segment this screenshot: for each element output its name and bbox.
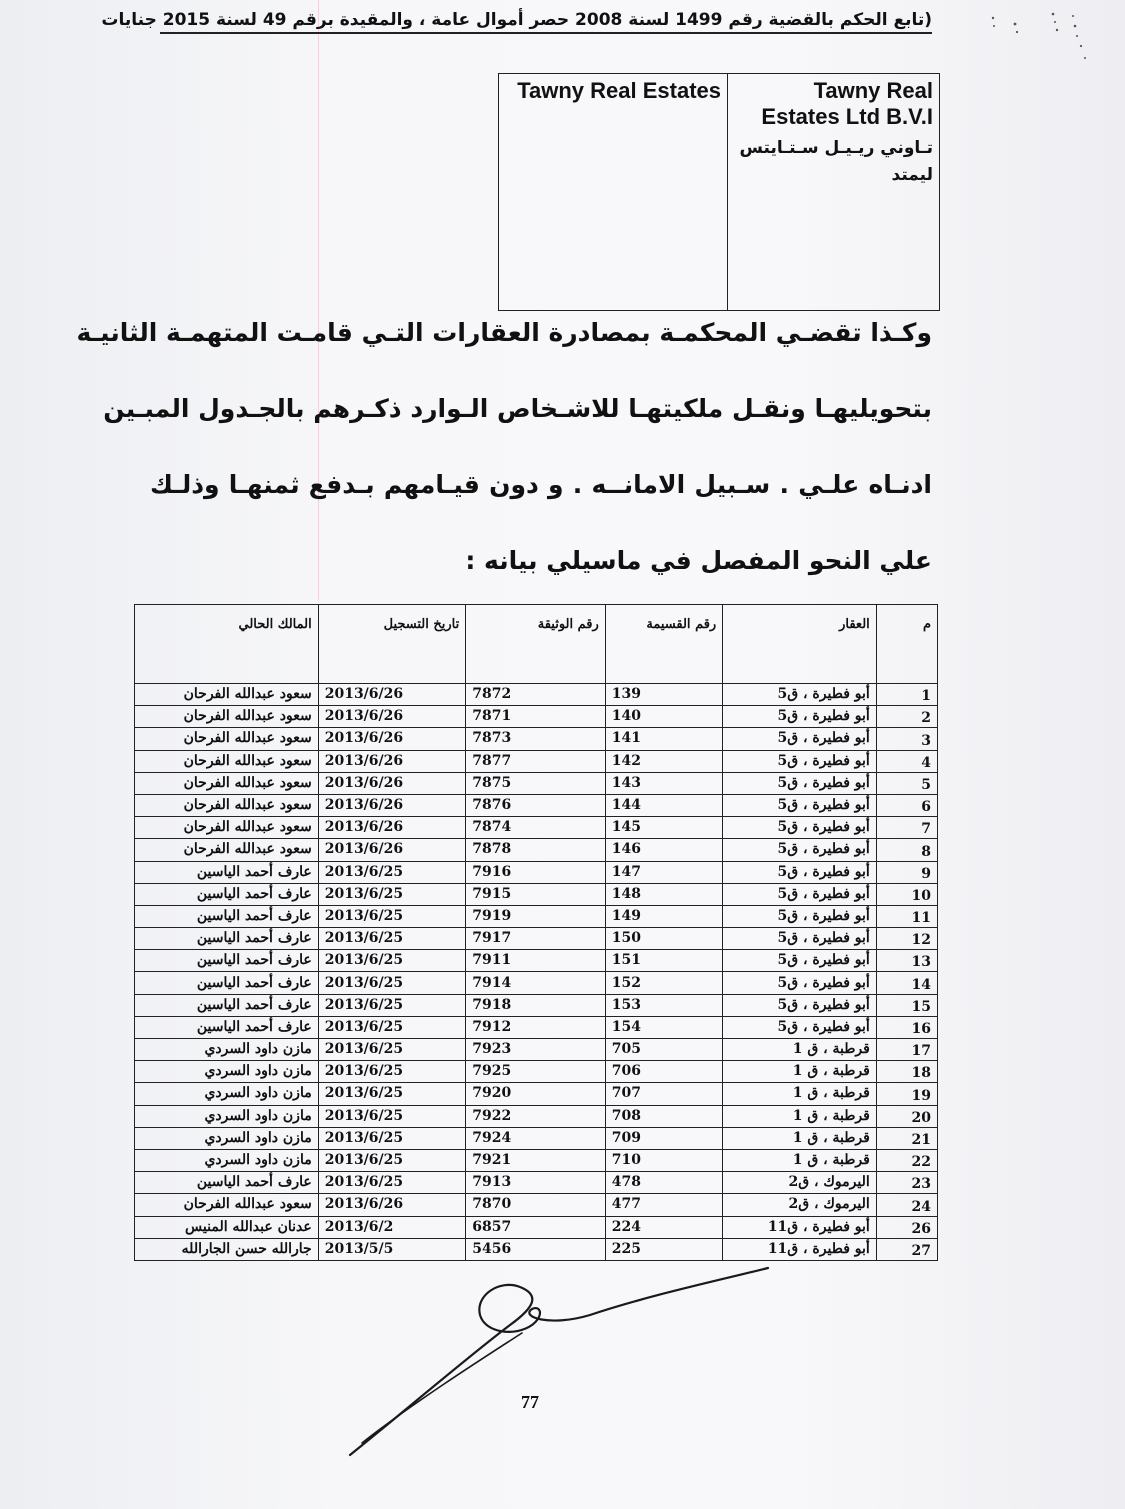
cell-index: 14	[876, 972, 937, 994]
cell-plot-no: 153	[605, 994, 722, 1016]
cell-current-owner: عارف أحمد الياسين	[135, 883, 319, 905]
table-header-row	[135, 605, 938, 684]
cell-plot-no: 152	[605, 972, 722, 994]
cell-registration-date: 2013/6/25	[318, 1083, 466, 1105]
cell-document-no: 7871	[466, 706, 606, 728]
table-row	[135, 817, 938, 839]
cell-document-no: 7920	[466, 1083, 606, 1105]
cell-plot-no: 707	[605, 1083, 722, 1105]
company-names-box	[498, 73, 940, 311]
cell-index: 23	[876, 1172, 937, 1194]
table-row	[135, 1039, 938, 1061]
cell-plot-no: 140	[605, 706, 722, 728]
cell-property: أبو فطيرة ، ق5	[723, 1016, 877, 1038]
cell-index: 20	[876, 1105, 937, 1127]
cell-property: أبو فطيرة ، ق5	[723, 861, 877, 883]
cell-index: 21	[876, 1127, 937, 1149]
cell-current-owner: مازن داود السردي	[135, 1127, 319, 1149]
cell-current-owner: جارالله حسن الجارالله	[135, 1238, 319, 1260]
cell-current-owner: عارف أحمد الياسين	[135, 905, 319, 927]
cell-current-owner: سعود عبدالله الفرحان	[135, 706, 319, 728]
cell-document-no: 7914	[466, 972, 606, 994]
cell-index: 4	[876, 750, 937, 772]
cell-property: أبو فطيرة ، ق5	[723, 994, 877, 1016]
page-number: 77	[521, 1392, 539, 1412]
cell-index: 19	[876, 1083, 937, 1105]
cell-property: أبو فطيرة ، ق5	[723, 972, 877, 994]
cell-document-no: 7912	[466, 1016, 606, 1038]
cell-document-no: 7917	[466, 928, 606, 950]
cell-property: أبو فطيرة ، ق5	[723, 794, 877, 816]
cell-current-owner: سعود عبدالله الفرحان	[135, 728, 319, 750]
cell-plot-no: 139	[605, 684, 722, 706]
cell-plot-no: 224	[605, 1216, 722, 1238]
cell-registration-date: 2013/6/25	[318, 950, 466, 972]
scan-specks-icon	[985, 6, 1095, 66]
cell-registration-date: 2013/6/26	[318, 706, 466, 728]
cell-document-no: 7875	[466, 772, 606, 794]
table-row	[135, 972, 938, 994]
signature-icon	[340, 1265, 780, 1465]
cell-index: 26	[876, 1216, 937, 1238]
cell-registration-date: 2013/5/5	[318, 1238, 466, 1260]
cell-index: 11	[876, 905, 937, 927]
cell-document-no: 7923	[466, 1039, 606, 1061]
table-row	[135, 706, 938, 728]
table-row	[135, 794, 938, 816]
table-row	[135, 1105, 938, 1127]
cell-current-owner: سعود عبدالله الفرحان	[135, 772, 319, 794]
cell-current-owner: سعود عبدالله الفرحان	[135, 1194, 319, 1216]
cell-document-no: 7872	[466, 684, 606, 706]
cell-index: 13	[876, 950, 937, 972]
cell-property: أبو فطيرة ، ق5	[723, 950, 877, 972]
cell-registration-date: 2013/6/25	[318, 905, 466, 927]
cell-property: أبو فطيرة ، ق5	[723, 928, 877, 950]
table-row	[135, 1194, 938, 1216]
table-row	[135, 905, 938, 927]
header-document-no: رقم الوثيقة	[466, 605, 606, 684]
cell-registration-date: 2013/6/25	[318, 861, 466, 883]
ruling-text-line-4: علي النحو المفصل في ماسيلي بيانه :	[465, 546, 932, 575]
cell-property: أبو فطيرة ، ق5	[723, 883, 877, 905]
table-row	[135, 1061, 938, 1083]
cell-index: 27	[876, 1238, 937, 1260]
cell-registration-date: 2013/6/26	[318, 794, 466, 816]
cell-plot-no: 477	[605, 1194, 722, 1216]
cell-index: 7	[876, 817, 937, 839]
cell-plot-no: 146	[605, 839, 722, 861]
cell-plot-no: 144	[605, 794, 722, 816]
cell-index: 2	[876, 706, 937, 728]
cell-index: 18	[876, 1061, 937, 1083]
cell-index: 15	[876, 994, 937, 1016]
cell-index: 5	[876, 772, 937, 794]
header-registration-date: تاريخ التسجيل	[318, 605, 466, 684]
cell-registration-date: 2013/6/26	[318, 839, 466, 861]
cell-current-owner: سعود عبدالله الفرحان	[135, 750, 319, 772]
cell-property: أبو فطيرة ، ق5	[723, 905, 877, 927]
cell-current-owner: مازن داود السردي	[135, 1039, 319, 1061]
cell-current-owner: عارف أحمد الياسين	[135, 861, 319, 883]
cell-current-owner: مازن داود السردي	[135, 1149, 319, 1171]
cell-property: أبو فطيرة ، ق5	[723, 728, 877, 750]
cell-current-owner: عارف أحمد الياسين	[135, 972, 319, 994]
cell-index: 9	[876, 861, 937, 883]
cell-document-no: 7913	[466, 1172, 606, 1194]
cell-index: 1	[876, 684, 937, 706]
cell-registration-date: 2013/6/26	[318, 684, 466, 706]
company-cell-full	[727, 74, 939, 310]
cell-registration-date: 2013/6/25	[318, 1105, 466, 1127]
cell-property: أبو فطيرة ، ق11	[723, 1216, 877, 1238]
table-row	[135, 950, 938, 972]
cell-document-no: 7915	[466, 883, 606, 905]
cell-current-owner: عدنان عبدالله المنيس	[135, 1216, 319, 1238]
cell-current-owner: عارف أحمد الياسين	[135, 950, 319, 972]
cell-index: 8	[876, 839, 937, 861]
cell-registration-date: 2013/6/25	[318, 1016, 466, 1038]
cell-plot-no: 147	[605, 861, 722, 883]
cell-registration-date: 2013/6/25	[318, 1149, 466, 1171]
cell-current-owner: عارف أحمد الياسين	[135, 928, 319, 950]
table-row	[135, 928, 938, 950]
cell-current-owner: مازن داود السردي	[135, 1061, 319, 1083]
cell-document-no: 7916	[466, 861, 606, 883]
cell-plot-no: 142	[605, 750, 722, 772]
cell-property: أبو فطيرة ، ق5	[723, 750, 877, 772]
cell-registration-date: 2013/6/25	[318, 883, 466, 905]
cell-property: قرطبة ، ق 1	[723, 1105, 877, 1127]
cell-document-no: 7911	[466, 950, 606, 972]
cell-property: اليرموك ، ق2	[723, 1194, 877, 1216]
cell-index: 24	[876, 1194, 937, 1216]
cell-registration-date: 2013/6/26	[318, 728, 466, 750]
cell-plot-no: 710	[605, 1149, 722, 1171]
cell-current-owner: سعود عبدالله الفرحان	[135, 839, 319, 861]
cell-property: أبو فطيرة ، ق5	[723, 839, 877, 861]
cell-registration-date: 2013/6/25	[318, 928, 466, 950]
header-index: م	[876, 605, 937, 684]
cell-property: أبو فطيرة ، ق5	[723, 772, 877, 794]
cell-plot-no: 143	[605, 772, 722, 794]
cell-plot-no: 708	[605, 1105, 722, 1127]
table-row	[135, 684, 938, 706]
cell-document-no: 7873	[466, 728, 606, 750]
cell-plot-no: 154	[605, 1016, 722, 1038]
company-english-name: Tawny Real Estates Ltd B.V.I	[761, 78, 933, 130]
cell-registration-date: 2013/6/26	[318, 750, 466, 772]
cell-property: أبو فطيرة ، ق5	[723, 706, 877, 728]
cell-current-owner: مازن داود السردي	[135, 1105, 319, 1127]
cell-index: 3	[876, 728, 937, 750]
table-row	[135, 1127, 938, 1149]
ruling-text-line-2: بتحويليهـا ونقـل ملكيتهـا للاشـخاص الـوارد ذكـرهم بالجـدول المبـين	[103, 394, 932, 423]
cell-registration-date: 2013/6/25	[318, 1172, 466, 1194]
table-row	[135, 861, 938, 883]
cell-registration-date: 2013/6/26	[318, 772, 466, 794]
cell-registration-date: 2013/6/25	[318, 972, 466, 994]
table-row	[135, 883, 938, 905]
cell-plot-no: 478	[605, 1172, 722, 1194]
table-row	[135, 750, 938, 772]
cell-document-no: 7878	[466, 839, 606, 861]
company-arabic-name: تـاوني ريـيـل سـتـايتس ليمتد	[739, 137, 933, 185]
cell-document-no: 7925	[466, 1061, 606, 1083]
case-header: (تابع الحكم بالقضية رقم 1499 لسنة 2008 حصر أموال عامة ، والمقيدة برقم 49 لسنة 2015 جنايات	[160, 10, 932, 34]
cell-document-no: 7870	[466, 1194, 606, 1216]
cell-plot-no: 145	[605, 817, 722, 839]
cell-plot-no: 149	[605, 905, 722, 927]
table-row	[135, 772, 938, 794]
cell-current-owner: مازن داود السردي	[135, 1083, 319, 1105]
table-body	[135, 684, 938, 1261]
ruling-text-line-3: ادنـاه علـي . سـبيل الامانــه . و دون قيـامهم بـدفع ثمنهـا وذلـك	[150, 470, 932, 499]
cell-index: 16	[876, 1016, 937, 1038]
cell-registration-date: 2013/6/25	[318, 1061, 466, 1083]
cell-current-owner: عارف أحمد الياسين	[135, 994, 319, 1016]
cell-document-no: 7918	[466, 994, 606, 1016]
cell-registration-date: 2013/6/25	[318, 994, 466, 1016]
cell-document-no: 7919	[466, 905, 606, 927]
cell-plot-no: 148	[605, 883, 722, 905]
cell-property: أبو فطيرة ، ق11	[723, 1238, 877, 1260]
cell-index: 10	[876, 883, 937, 905]
cell-plot-no: 225	[605, 1238, 722, 1260]
ruling-text-line-1: وكـذا تقضـي المحكمـة بمصادرة العقارات التـي قامـت المتهمـة الثانيـة	[76, 318, 932, 347]
cell-registration-date: 2013/6/25	[318, 1039, 466, 1061]
table-row	[135, 728, 938, 750]
cell-index: 22	[876, 1149, 937, 1171]
cell-document-no: 7921	[466, 1149, 606, 1171]
cell-plot-no: 151	[605, 950, 722, 972]
cell-document-no: 7922	[466, 1105, 606, 1127]
cell-registration-date: 2013/6/25	[318, 1127, 466, 1149]
header-plot-no: رقم القسيمة	[605, 605, 722, 684]
properties-table	[134, 604, 938, 1261]
cell-plot-no: 709	[605, 1127, 722, 1149]
cell-registration-date: 2013/6/26	[318, 1194, 466, 1216]
cell-index: 6	[876, 794, 937, 816]
cell-document-no: 7877	[466, 750, 606, 772]
table-row	[135, 1238, 938, 1260]
table-row	[135, 1172, 938, 1194]
cell-property: اليرموك ، ق2	[723, 1172, 877, 1194]
cell-property: قرطبة ، ق 1	[723, 1061, 877, 1083]
table-row	[135, 1016, 938, 1038]
company-cell-short	[499, 74, 727, 310]
cell-document-no: 7924	[466, 1127, 606, 1149]
cell-plot-no: 141	[605, 728, 722, 750]
header-current-owner: المالك الحالي	[135, 605, 319, 684]
cell-property: قرطبة ، ق 1	[723, 1127, 877, 1149]
cell-plot-no: 706	[605, 1061, 722, 1083]
cell-document-no: 7876	[466, 794, 606, 816]
cell-index: 12	[876, 928, 937, 950]
company-short-name: Tawny Real Estates	[517, 78, 721, 103]
cell-document-no: 6857	[466, 1216, 606, 1238]
cell-property: أبو فطيرة ، ق5	[723, 684, 877, 706]
cell-property: أبو فطيرة ، ق5	[723, 817, 877, 839]
cell-current-owner: عارف أحمد الياسين	[135, 1172, 319, 1194]
cell-current-owner: سعود عبدالله الفرحان	[135, 794, 319, 816]
cell-index: 17	[876, 1039, 937, 1061]
cell-current-owner: سعود عبدالله الفرحان	[135, 684, 319, 706]
cell-plot-no: 150	[605, 928, 722, 950]
cell-property: قرطبة ، ق 1	[723, 1149, 877, 1171]
cell-document-no: 5456	[466, 1238, 606, 1260]
cell-document-no: 7874	[466, 817, 606, 839]
cell-current-owner: سعود عبدالله الفرحان	[135, 817, 319, 839]
cell-registration-date: 2013/6/26	[318, 817, 466, 839]
cell-registration-date: 2013/6/2	[318, 1216, 466, 1238]
table-row	[135, 839, 938, 861]
cell-property: قرطبة ، ق 1	[723, 1083, 877, 1105]
margin-line	[318, 0, 319, 600]
header-property: العقار	[723, 605, 877, 684]
cell-property: قرطبة ، ق 1	[723, 1039, 877, 1061]
table-row	[135, 994, 938, 1016]
cell-current-owner: عارف أحمد الياسين	[135, 1016, 319, 1038]
table-row	[135, 1216, 938, 1238]
cell-plot-no: 705	[605, 1039, 722, 1061]
table-row	[135, 1083, 938, 1105]
table-row	[135, 1149, 938, 1171]
